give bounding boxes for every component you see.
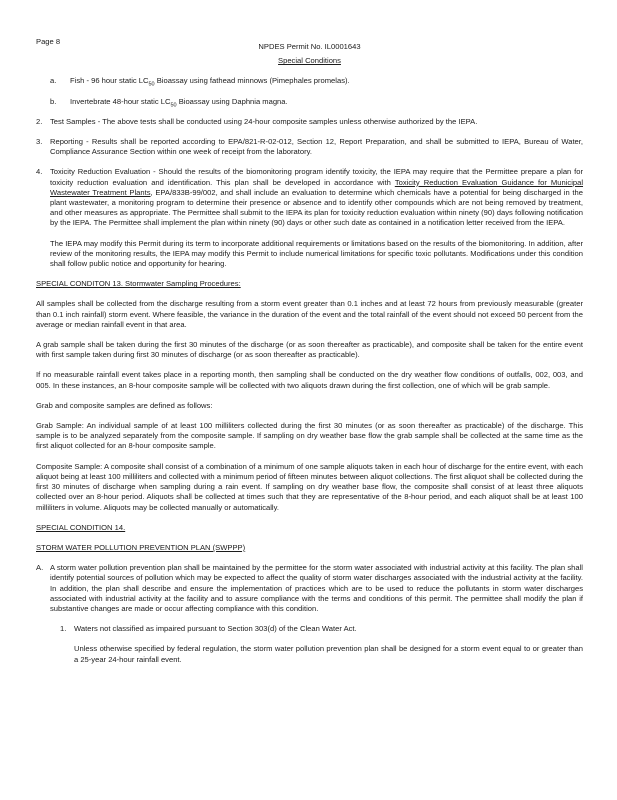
composite-sample-definition: Composite Sample: A composite shall consist of a combination of a minimum of one sample aliquots taken in each hour of discharge for the entire event, with each aliquot being at least 100 milliliters and collected with a minimum period of fifteen minutes between aliquot collections. The first aliquot shall be collected during the first 30 minutes of discharge when sampling during a rain event. If sampling on dry weather base flow, the composite shall consist of at least three aliquots collected over an 8-hour period. Aliquots shall be collected at times such that they are representative of the 8-hour period, and each aliquot shall be at least 100 milliliters in volume. Aliquots may be collected manually or automatically. [36,461,583,512]
condition-14-heading: SPECIAL CONDITION 14. [36,522,126,532]
sub-item-a-text-end: Bioassay using fathead minnows (Pimephales promelas). [154,76,350,86]
sub-item-a-text: Fish - 96 hour static LC [70,76,149,86]
item-4-paragraph-2 [36,239,583,270]
item-2-label: 2. [36,116,43,126]
condition-13-para-4: Grab and composite samples are defined as follows: [36,400,213,410]
condition-14-item-a [36,563,583,614]
sub-item-a [36,76,583,86]
sub-item-b-label: b. [50,96,57,106]
item-3 [36,137,583,157]
sub-item-b-text: Invertebrate 48-hour static LC [70,96,171,106]
permit-number: NPDES Permit No. IL0001643 [258,42,361,51]
sub-item-a-label: a. [50,76,57,86]
section-title: Special Conditions [278,56,341,66]
condition-14-item-1-label: 1. [60,624,67,634]
swppp-heading: STORM WATER POLLUTION PREVENTION PLAN (SWPPP) [36,542,246,552]
sub-item-b-subscript: 50 [170,102,177,109]
page-number: Page 8 [36,37,61,46]
sub-item-b-text-end: Bioassay using Daphnia magna. [176,96,288,106]
condition-14-item-a-text: A storm water pollution prevention plan shall be maintained by the permittee for the storm water associated with industrial activity at this facility. The plan shall identify potential sources of pollution which may be expected to affect the quality of storm water discharges associated with the industrial activity at the facility. In addition, the plan shall describe and ensure the implementation of practices which are to be used to reduce the pollutants in storm water discharges associated with industrial activity at the facility and to assure compliance with the terms and conditions of this permit. The permittee shall modify the plan if substantive changes are made or occur affecting compliance with this condition. [50,563,583,613]
item-3-text: Reporting - Results shall be reported according to EPA/821-R-02-012, Section 12, Report Preparation, and shall be submitted to IEPA, Bureau of Water, Compliance Assurance Section within one week of receipt from the laboratory. [50,137,583,157]
item-4-text-cont: , EPA/833B-99/002, and shall include an evaluation to determine which chemicals have a potential for being discharged in the plant wastewater, a monitoring program to determine their presence or absence and to identify other compounds which are not being removed by treatment, and other measures as appropriate. The Permittee shall submit to the IEPA its plan for toxicity reduction evaluation within ninety (90) days following notification by the IEPA. The Permittee shall implement the plan within ninety (90) days or other such date as contained in a notification letter received from the IEPA. [50,187,583,228]
condition-13-para-1: All samples shall be collected from the discharge resulting from a storm event greater than 0.1 inches and at least 72 hours from previously measurable (greater than 0.1 inch rainfall) storm event. Where feasible, the variance in the duration of the event and the total rainfall of the event should not exceed 50 percent from the average or median rainfall event in that area. [36,299,583,329]
sub-item-b [36,97,583,107]
trev-guidance-title: Toxicity Reduction Evaluation Guidance for Municipal Wastewater Treatment Plants [50,177,584,197]
item-4-para-2-text: The IEPA may modify this Permit during its term to incorporate additional requirements or limitations based on the results of the biomonitoring. In addition, after review of the monitoring results, the IEPA may modify this Permit to include numerical limitations for specific toxic pollutants. Modifications under this condition shall follow public notice and opportunity for hearing. [50,238,583,269]
condition-14-item-1 [36,624,583,634]
grab-sample-definition: Grab Sample: An individual sample of at least 100 milliliters collected during the first 30 minutes (or as soon thereafter as practicable) of the discharge. This sample is to be analyzed separately from the composite sample. If sampling on dry weather base flow the grab sample shall be collected at the same time as the first aliquot collected for an 8-hour composite sample. [36,421,583,451]
condition-13-para-3: If no measurable rainfall event takes place in a reporting month, then sampling shall be conducted on the dry weather flow conditions of outfalls, 002, 003, and 005. In these instances, an 8-hour composite sample will be collected with two aliquots drawn during the first collection, one of which will be grab sample. [36,370,583,390]
item-4-text: Toxicity Reduction Evaluation - Should the results of the biomonitoring program identify toxicity, the IEPA may require that the Permittee prepare a plan for toxicity reduction evaluation and identification. This plan shall be developed in accordance with [50,167,583,187]
item-4 [36,167,583,228]
sub-item-a-subscript: 50 [148,81,155,88]
condition-13-heading: SPECIAL CONDITON 13. Stormwater Sampling Procedures: [36,279,241,289]
item-4-label: 4. [36,167,43,177]
item-2 [36,117,583,127]
condition-14-item-1-paragraph: Unless otherwise specified by federal regulation, the storm water pollution prevention plan shall be designed for a storm event equal to or greater than a 25-year 24-hour rainfall event. [74,644,583,664]
item-3-label: 3. [36,137,43,147]
condition-13-para-2: A grab sample shall be taken during the first 30 minutes of the discharge (or as soon thereafter as practicable), and composite shall be taken for the entire event with first sample taken during first 30 minutes of discharge (or as soon thereafter as practicable). [36,340,583,360]
condition-14-item-1-text: Waters not classified as impaired pursuant to Section 303(d) of the Clean Water Act. [74,624,357,634]
condition-14-item-a-label: A. [36,563,44,573]
item-2-text: Test Samples - The above tests shall be conducted using 24-hour composite samples unless otherwise authorized by the IEPA. [50,116,478,126]
